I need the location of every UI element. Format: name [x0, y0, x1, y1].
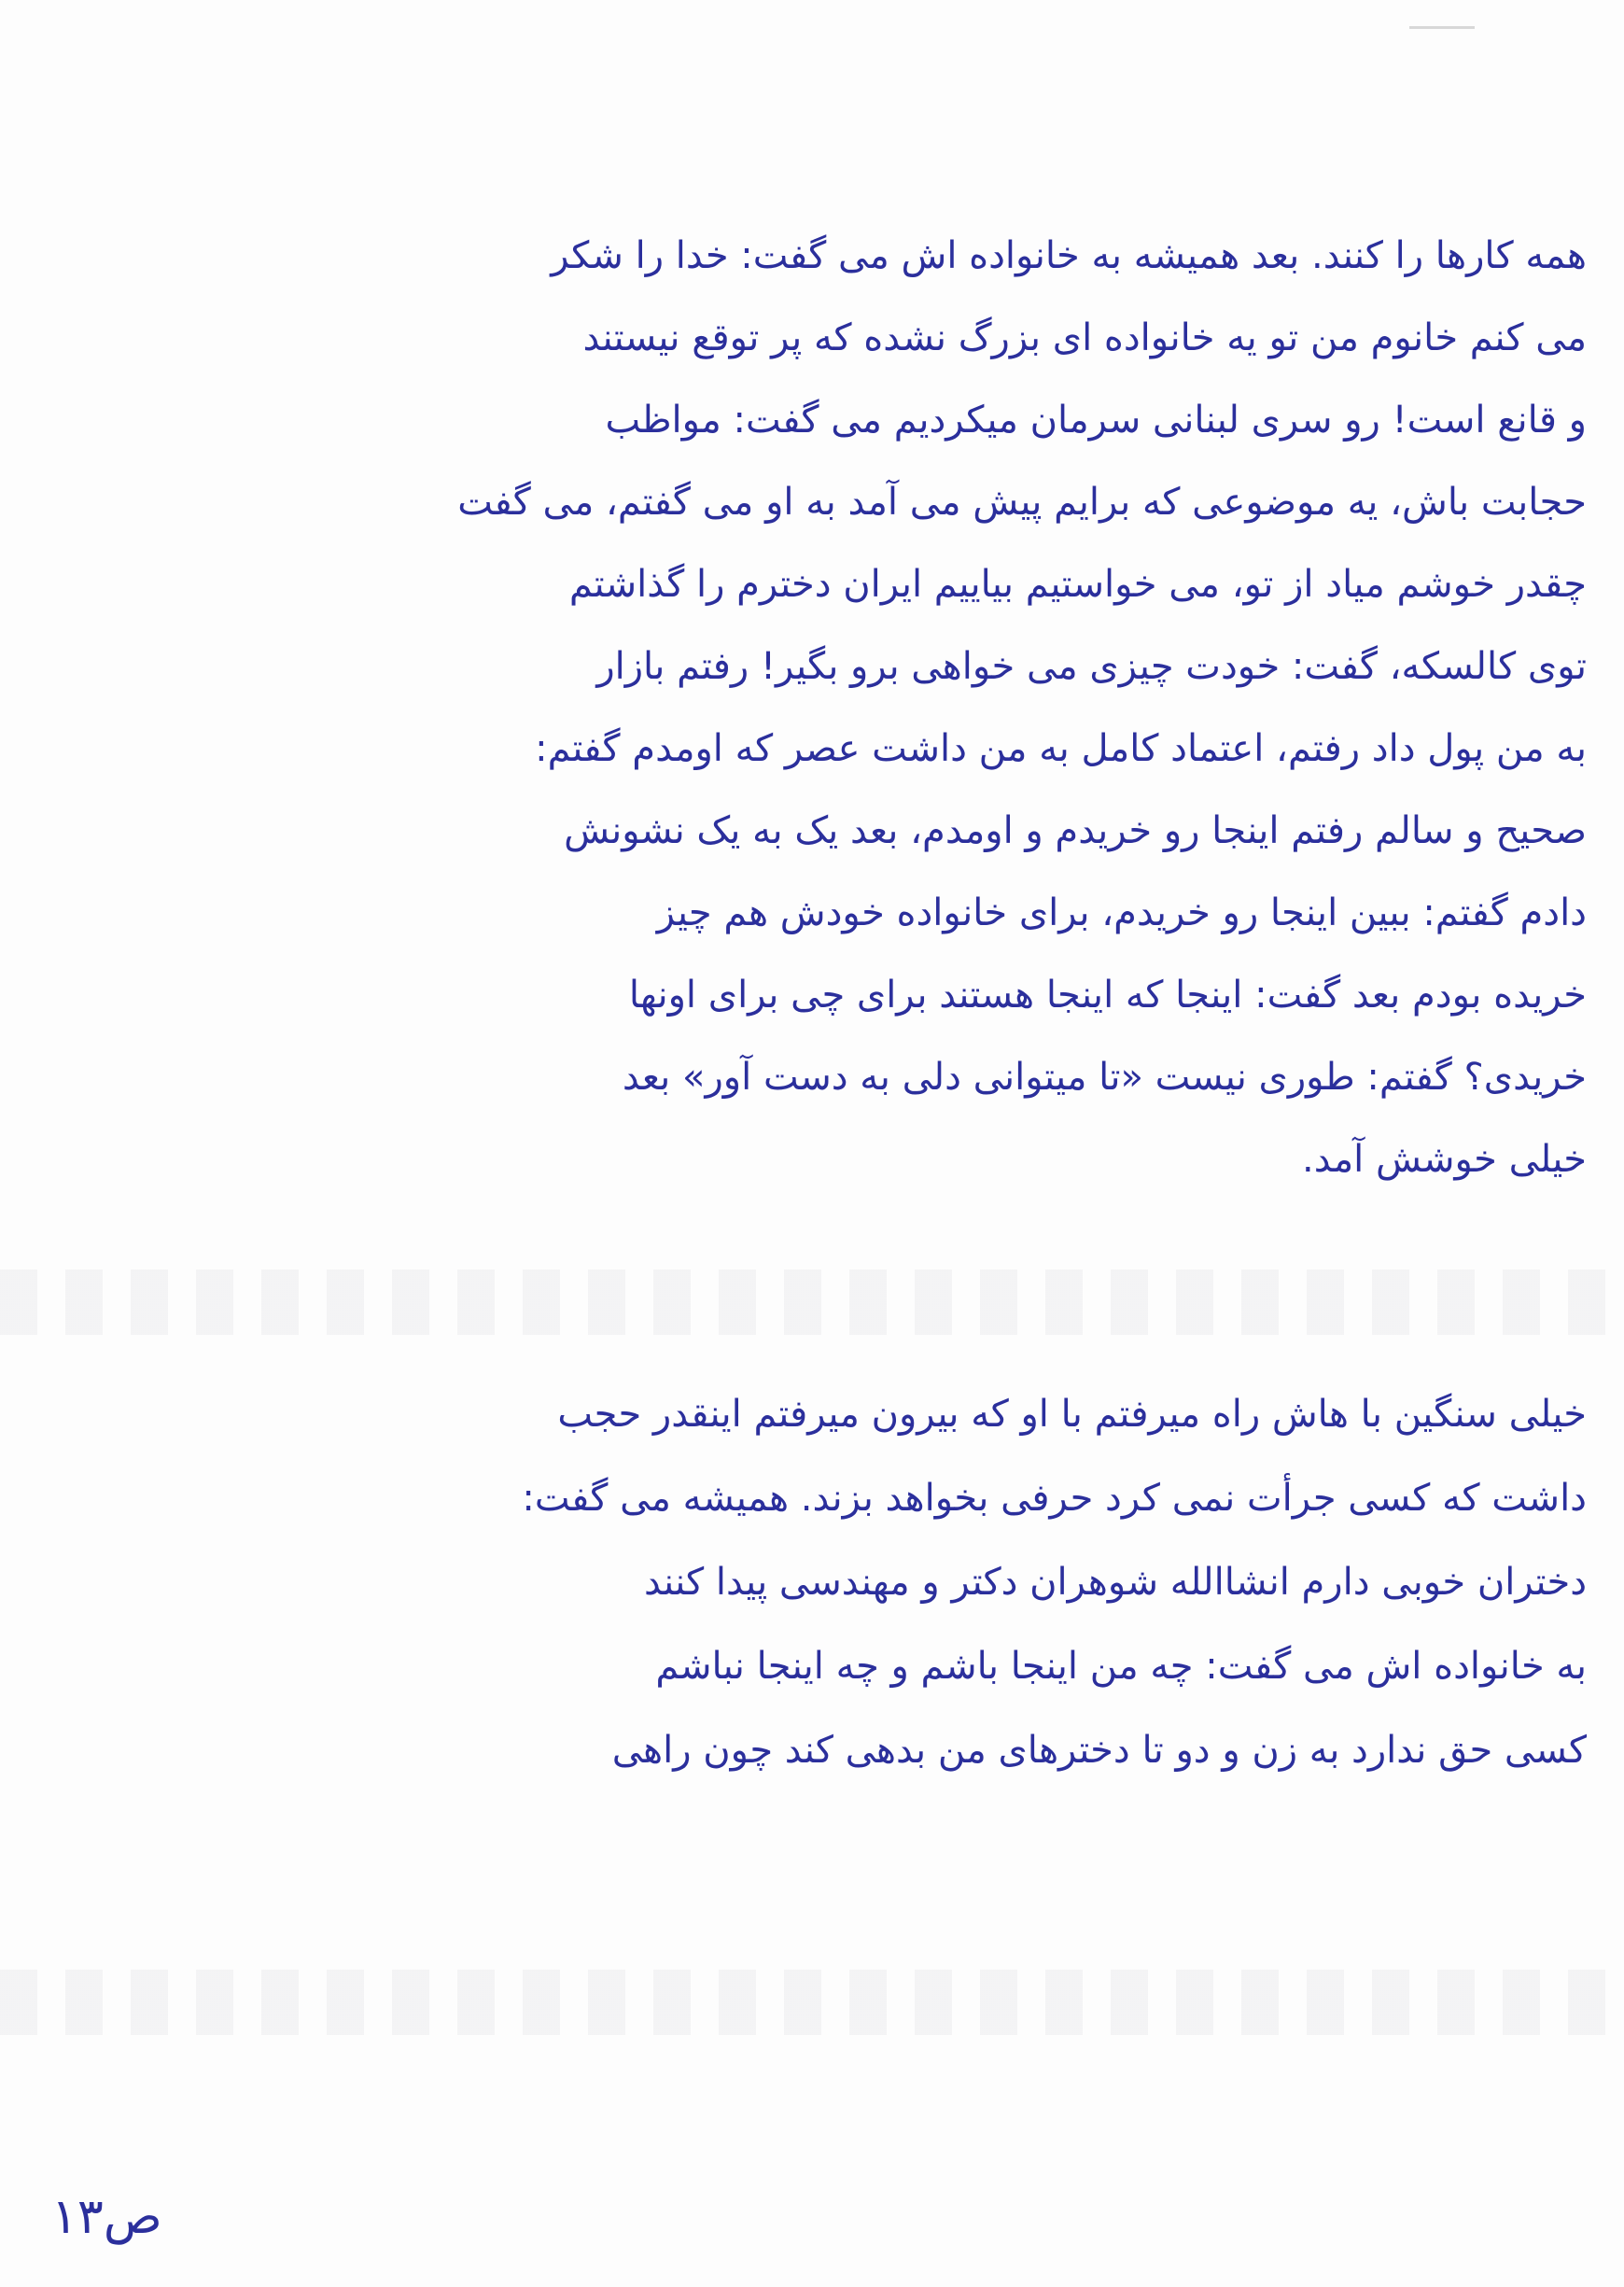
paragraph-2 — [37, 1372, 1587, 1792]
text-line: و قانع است! رو سری لبنانی سرمان میکردیم می گفت: مواظب — [605, 399, 1587, 442]
text-line: خریدی؟ گفتم: طوری نیست «تا میتوانی دلی به دست آور» بعد — [622, 1056, 1587, 1099]
text-line: صحیح و سالم رفتم اینجا رو خریدم و اومدم، بعد یک به یک نشونش — [564, 809, 1587, 852]
text-line: کسی حق ندارد به زن و دو تا دخترهای من بدهی کند چون راهی — [611, 1729, 1587, 1772]
text-line: خیلی خوشش آمد. — [1302, 1138, 1587, 1181]
text-line: خریده بودم بعد گفت: اینجا که اینجا هستند برای چی برای اونها — [628, 974, 1587, 1017]
paragraph-1 — [37, 215, 1587, 1200]
text-line: دختران خوبی دارم انشاالله شوهران دکتر و مهندسی پیدا کنند — [644, 1561, 1587, 1604]
paper-mark — [1409, 26, 1475, 29]
text-line: توی کالسکه، گفت: خودت چیزی می خواهی برو بگیر! رفتم بازار — [596, 645, 1587, 688]
text-line: همه کارها را کنند. بعد همیشه به خانواده اش می گفت: خدا را شکر — [551, 234, 1587, 277]
text-line: خیلی سنگین با هاش راه میرفتم با او که بیرون میرفتم اینقدر حجب — [557, 1393, 1587, 1436]
bleed-through-text — [0, 1970, 1624, 2035]
text-line: می کنم خانوم من تو یه خانواده ای بزرگ نشده که پر توقع نیستند — [582, 316, 1587, 359]
page-number: ص۱۳ — [51, 2189, 162, 2245]
bleed-through-text — [0, 1270, 1624, 1335]
text-line: دادم گفتم: ببین اینجا رو خریدم، برای خانواده خودش هم چیز — [656, 891, 1587, 934]
text-line: چقدر خوشم میاد از تو، می خواستیم بیاییم ایران دخترم را گذاشتم — [568, 563, 1587, 606]
text-line: داشت که کسی جرأت نمی کرد حرفی بخواهد بزند. همیشه می گفت: — [522, 1477, 1587, 1520]
text-line: به من پول داد رفتم، اعتماد کامل به من داشت عصر که اومدم گفتم: — [535, 727, 1587, 770]
text-line: به خانواده اش می گفت: چه من اینجا باشم و چه اینجا نباشم — [655, 1645, 1587, 1688]
text-line: حجابت باش، یه موضوعی که برایم پیش می آمد به او می گفتم، می گفت — [457, 481, 1587, 524]
